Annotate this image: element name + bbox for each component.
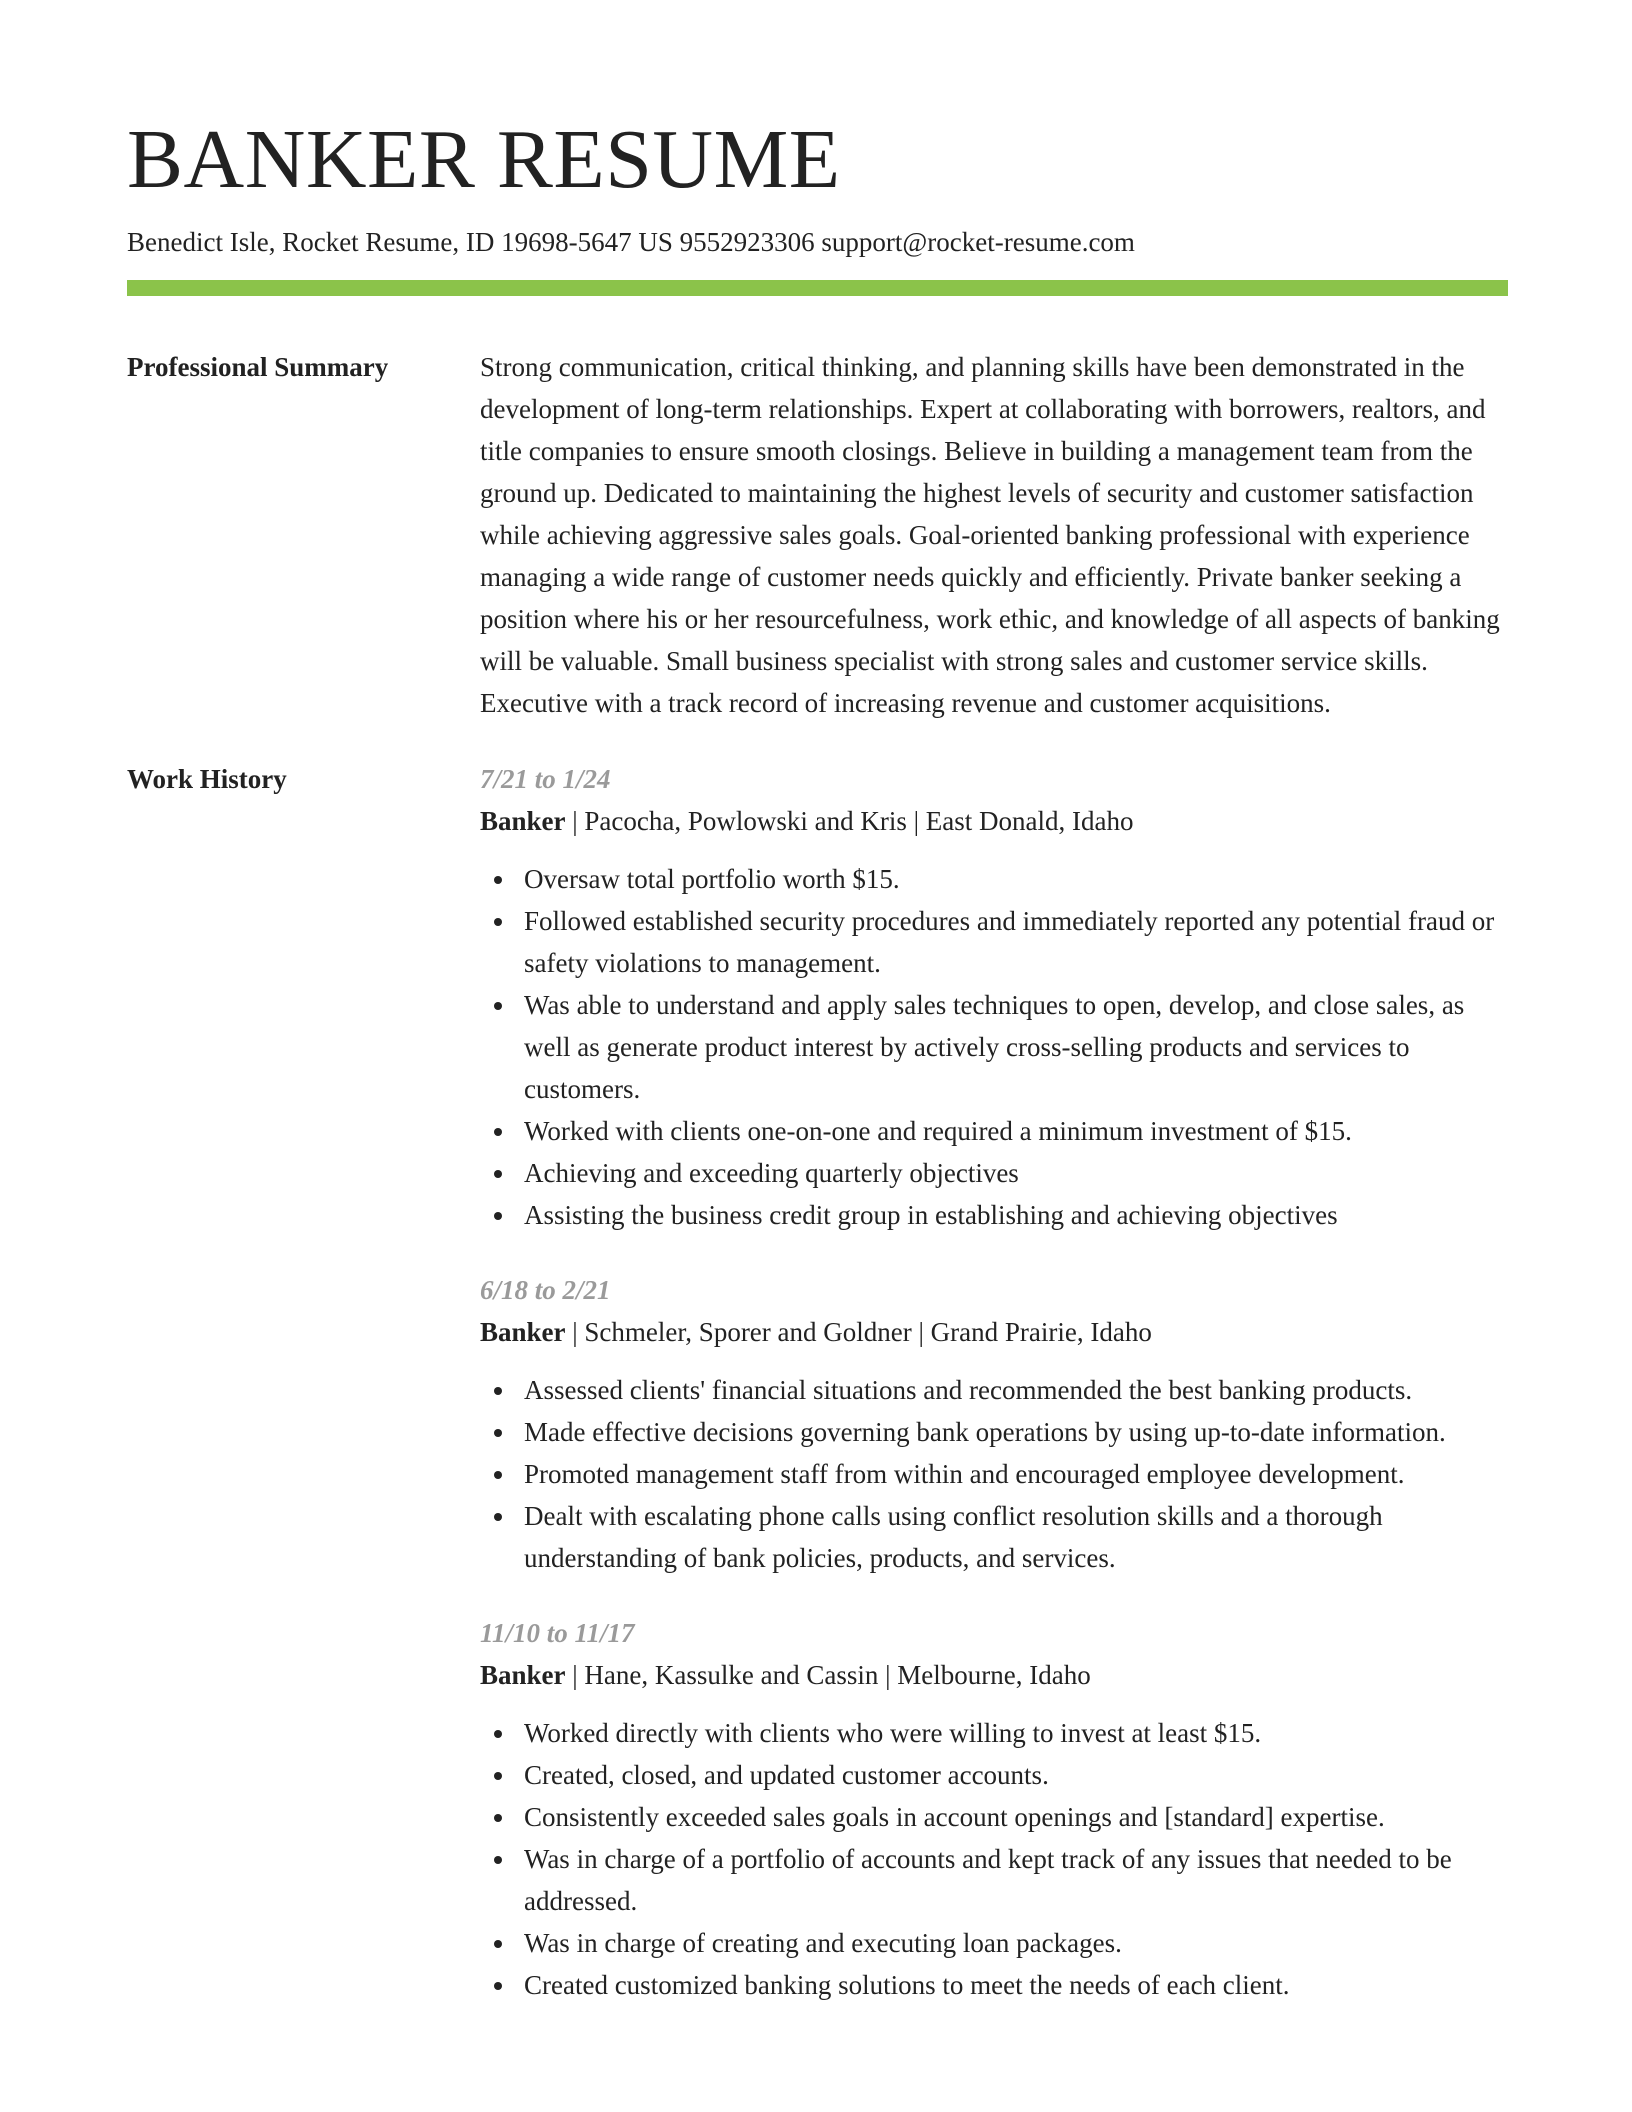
job-dates: 11/10 to 11/17 bbox=[480, 1618, 635, 1649]
header-divider bbox=[127, 280, 1508, 296]
job-bullet: Assessed clients' financial situations and recommended the best banking products. bbox=[480, 1369, 1508, 1411]
job-title-line bbox=[480, 1654, 1508, 1696]
job-bullet: Was in charge of creating and executing loan packages. bbox=[480, 1922, 1508, 1964]
job-title: Banker bbox=[480, 806, 566, 837]
summary-text: Strong communication, critical thinking, and planning skills have been demonstrated in the development of long-term relationships. Expert at collaborating with borrowers, realtors, and title companies to ensure smooth closings. Believe in building a management team from the ground up. Dedicated to maintaining the highest levels of security and customer satisfaction while achieving aggressive sales goals. Goal-oriented banking professional with experience managing a wide range of customer needs quickly and efficiently. Private banker seeking a position where his or her resourcefulness, work ethic, and knowledge of all aspects of banking will be valuable. Small business specialist with strong sales and customer service skills. Executive with a track record of increasing revenue and customer acquisitions. bbox=[480, 352, 1500, 719]
job-bullet: Was able to understand and apply sales techniques to open, develop, and close sales, as well as generate product interest by actively cross-selling products and services to customers. bbox=[480, 984, 1508, 1110]
work-history-content bbox=[480, 758, 1508, 2039]
job-title: Banker bbox=[480, 1660, 566, 1691]
job-dates: 6/18 to 2/21 bbox=[480, 1275, 611, 1306]
job-employer-location: | Pacocha, Powlowski and Kris | East Donald, Idaho bbox=[565, 806, 1134, 837]
job-bullet: Promoted management staff from within and encouraged employee development. bbox=[480, 1453, 1508, 1495]
job-bullet-list bbox=[480, 858, 1508, 1236]
job-employer-location: | Hane, Kassulke and Cassin | Melbourne, Idaho bbox=[565, 1660, 1091, 1691]
job-dates: 7/21 to 1/24 bbox=[480, 764, 611, 795]
job-bullet: Worked with clients one-on-one and required a minimum investment of $15. bbox=[480, 1110, 1508, 1152]
job-bullet: Created customized banking solutions to meet the needs of each client. bbox=[480, 1964, 1508, 2006]
job-bullet: Was in charge of a portfolio of accounts and kept track of any issues that needed to be addressed. bbox=[480, 1838, 1508, 1922]
job-entry bbox=[480, 1612, 1508, 2006]
job-bullet-list bbox=[480, 1369, 1508, 1579]
job-bullet: Created, closed, and updated customer accounts. bbox=[480, 1754, 1508, 1796]
job-bullet-list bbox=[480, 1712, 1508, 2006]
job-title-line bbox=[480, 1311, 1508, 1353]
job-bullet: Assisting the business credit group in establishing and achieving objectives bbox=[480, 1194, 1508, 1236]
job-bullet: Dealt with escalating phone calls using conflict resolution skills and a thorough understanding of bank policies, products, and services. bbox=[480, 1495, 1508, 1579]
summary-content bbox=[480, 346, 1508, 724]
job-bullet: Made effective decisions governing bank operations by using up-to-date information. bbox=[480, 1411, 1508, 1453]
professional-summary-section bbox=[127, 346, 1508, 724]
work-history-section bbox=[127, 758, 1508, 2039]
contact-line: Benedict Isle, Rocket Resume, ID 19698-5647 US 9552923306 support@rocket-resume.com bbox=[127, 227, 1135, 257]
job-bullet: Consistently exceeded sales goals in account openings and [standard] expertise. bbox=[480, 1796, 1508, 1838]
job-entry bbox=[480, 1269, 1508, 1579]
resume-title: BANKER RESUME bbox=[127, 113, 841, 206]
job-entry bbox=[480, 758, 1508, 1236]
job-bullet: Oversaw total portfolio worth $15. bbox=[480, 858, 1508, 900]
section-label-work-history: Work History bbox=[127, 764, 287, 795]
job-title-line bbox=[480, 800, 1508, 842]
job-bullet: Worked directly with clients who were willing to invest at least $15. bbox=[480, 1712, 1508, 1754]
job-employer-location: | Schmeler, Sporer and Goldner | Grand Prairie, Idaho bbox=[565, 1317, 1152, 1348]
job-title: Banker bbox=[480, 1317, 566, 1348]
job-bullet: Achieving and exceeding quarterly objectives bbox=[480, 1152, 1508, 1194]
job-bullet: Followed established security procedures and immediately reported any potential fraud or safety violations to management. bbox=[480, 900, 1508, 984]
section-label-summary: Professional Summary bbox=[127, 352, 389, 383]
